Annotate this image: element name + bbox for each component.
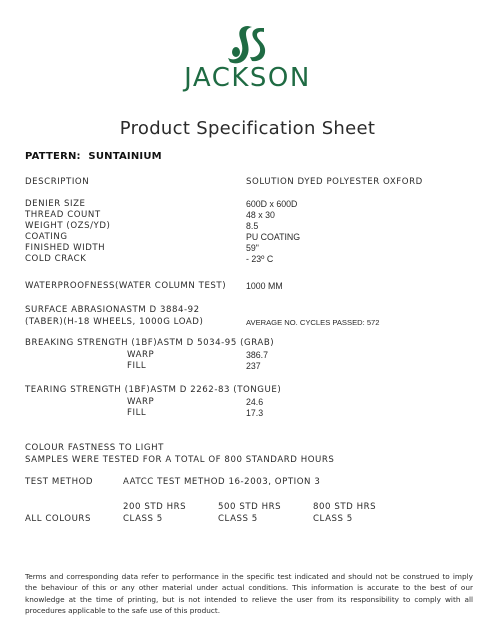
test-method-label: TEST METHOD [25,477,94,487]
page-title: Product Specification Sheet [119,118,376,139]
hours-200: 200 STD HRS [123,502,187,512]
abrasion-value: AVERAGE NO. CYCLES PASSED: 572 [246,318,380,327]
pattern-line: PATTERN: SUNTAINIUM [25,151,162,162]
spec-label-denier: DENIER SIZE [25,199,86,209]
breaking-title: BREAKING STRENGTH (1BF)ASTM D 5034-95 (GRAB) [25,338,275,348]
tearing-title: TEARING STRENGTH (1BF)ASTM D 2262-83 (TONGUE) [25,385,282,395]
waterproofness-value: 1000 MM [246,281,283,291]
brand-name: JACKSON [184,63,311,93]
all-colours-label: ALL COLOURS [25,514,91,524]
abrasion-line1: SURFACE ABRASIONASTM D 3884-92 [25,305,200,315]
hours-800: 800 STD HRS [313,502,377,512]
result-200: CLASS 5 [123,514,163,524]
tearing-warp-label: WARP [127,397,155,407]
spec-value-coating: PU COATING [246,232,301,242]
breaking-fill-value: 237 [246,361,261,371]
jackson-js-logo-icon [226,24,270,64]
description-value: SOLUTION DYED POLYESTER OXFORD [246,177,423,187]
tearing-fill-label: FILL [127,408,147,418]
spec-value-coldcrack: - 23º C [246,254,274,264]
tearing-fill-value: 17.3 [246,408,264,418]
spec-label-width: FINISHED WIDTH [25,243,106,253]
spec-value-weight: 8.5 [246,221,259,231]
spec-value-width: 59" [246,243,259,253]
description-label: DESCRIPTION [25,177,90,187]
tearing-warp-value: 24.6 [246,397,264,407]
breaking-warp-label: WARP [127,350,155,360]
waterproofness-label: WATERPROOFNESS(WATER COLUMN TEST) [25,281,227,291]
spec-value-thread: 48 x 30 [246,210,275,220]
breaking-fill-label: FILL [127,361,147,371]
spec-label-weight: WEIGHT (OZS/YD) [25,221,111,231]
abrasion-line2: (TABER)(H-18 WHEELS, 1000G LOAD) [25,317,204,327]
spec-label-coating: COATING [25,232,68,242]
spec-label-coldcrack: COLD CRACK [25,254,87,264]
colourfastness-line2: SAMPLES WERE TESTED FOR A TOTAL OF 800 STANDARD HOURS [25,455,335,465]
result-500: CLASS 5 [218,514,258,524]
breaking-warp-value: 386.7 [246,350,269,360]
result-800: CLASS 5 [313,514,353,524]
spec-value-denier: 600D x 600D [246,199,298,209]
footer-disclaimer: Terms and corresponding data refer to performance in the specific test indicated and should not be construed to imply the behaviour of this or any other material under actual conditions. This information is accurate to the best of our knowledge at the time of printing, but is not intended to relieve the user from its responsibility to comply with all procedures applicable to the safe use of this product. [25,572,473,616]
hours-500: 500 STD HRS [218,502,282,512]
spec-label-thread: THREAD COUNT [25,210,101,220]
colourfastness-line1: COLOUR FASTNESS TO LIGHT [25,443,164,453]
test-method-value: AATCC TEST METHOD 16-2003, OPTION 3 [123,477,321,487]
